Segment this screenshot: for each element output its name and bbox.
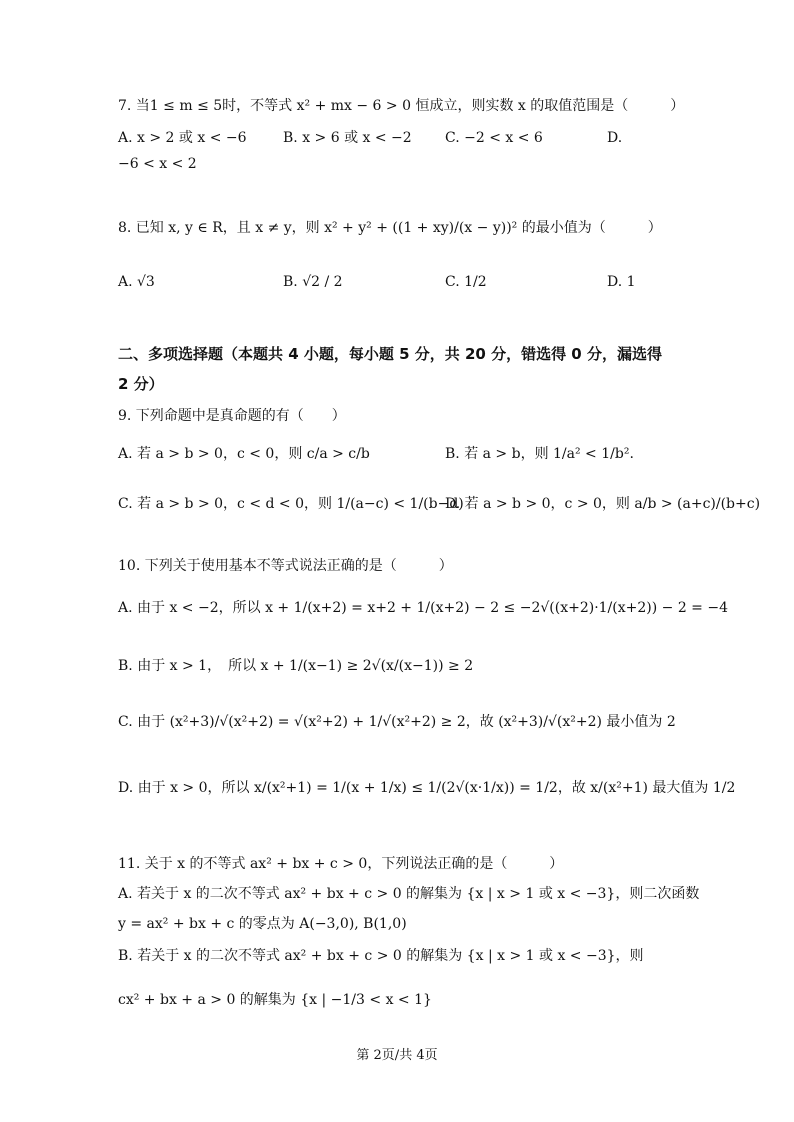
question-7-option-c: C. −2 < x < 6	[445, 130, 543, 146]
question-9-stem: 9. 下列命题中是真命题的有（ ）	[118, 408, 346, 424]
question-9-option-b: B. 若 a > b，则 1/a² < 1/b².	[445, 446, 634, 462]
question-9-option-c: C. 若 a > b > 0，c < d < 0，则 1/(a−c) < 1/(b−d)	[118, 496, 464, 512]
question-10-option-d: D. 由于 x > 0，所以 x/(x²+1) = 1/(x + 1/x) ≤ 1/(2√(x·1/x)) = 1/2，故 x/(x²+1) 最大值为 1/2	[118, 780, 736, 796]
question-10-option-b: B. 由于 x > 1， 所以 x + 1/(x−1) ≥ 2√(x/(x−1)) ≥ 2	[118, 658, 474, 674]
question-7-option-b: B. x > 6 或 x < −2	[283, 130, 412, 146]
question-11-option-b-line-2: cx² + bx + a > 0 的解集为 {x | −1/3 < x < 1}	[118, 992, 432, 1008]
question-7-option-d-label: D.	[607, 130, 623, 146]
section-2-heading-line-2: 2 分）	[118, 375, 164, 393]
question-11-option-b-line-1: B. 若关于 x 的二次不等式 ax² + bx + c > 0 的解集为 {x | x > 1 或 x < −3}，则	[118, 948, 644, 964]
question-10-stem: 10. 下列关于使用基本不等式说法正确的是（ ）	[118, 558, 453, 574]
section-2-heading-line-1: 二、多项选择题（本题共 4 小题，每小题 5 分，共 20 分，错选得 0 分，漏选得	[118, 345, 662, 363]
question-8-option-a: A. √3	[118, 274, 155, 290]
question-10-option-a: A. 由于 x < −2，所以 x + 1/(x+2) = x+2 + 1/(x+2) − 2 ≤ −2√((x+2)·1/(x+2)) − 2 = −4	[118, 600, 729, 616]
question-10-option-c: C. 由于 (x²+3)/√(x²+2) = √(x²+2) + 1/√(x²+2) ≥ 2，故 (x²+3)/√(x²+2) 最小值为 2	[118, 714, 676, 730]
page-footer: 第 2页/共 4页	[356, 1048, 438, 1063]
question-7-option-d-value: −6 < x < 2	[118, 156, 197, 172]
question-11-option-a-line-1: A. 若关于 x 的二次不等式 ax² + bx + c > 0 的解集为 {x | x > 1 或 x < −3}，则二次函数	[118, 886, 700, 902]
question-11-option-a-line-2: y = ax² + bx + c 的零点为 A(−3,0), B(1,0)	[118, 916, 407, 932]
question-8-option-d: D. 1	[607, 274, 636, 290]
question-8-option-b: B. √2 / 2	[283, 274, 343, 290]
question-9-option-d: D. 若 a > b > 0，c > 0，则 a/b > (a+c)/(b+c)	[445, 496, 761, 512]
question-7-stem: 7. 当1 ≤ m ≤ 5时，不等式 x² + mx − 6 > 0 恒成立，则实数 x 的取值范围是（ ）	[118, 98, 685, 114]
question-7-option-a: A. x > 2 或 x < −6	[118, 130, 247, 146]
question-9-option-a: A. 若 a > b > 0，c < 0，则 c/a > c/b	[118, 446, 370, 462]
question-11-stem: 11. 关于 x 的不等式 ax² + bx + c > 0，下列说法正确的是（ ）	[118, 856, 564, 872]
question-8-stem: 8. 已知 x, y ∈ R，且 x ≠ y，则 x² + y² + ((1 + xy)/(x − y))² 的最小值为（ ）	[118, 220, 662, 236]
question-8-option-c: C. 1/2	[445, 274, 487, 290]
